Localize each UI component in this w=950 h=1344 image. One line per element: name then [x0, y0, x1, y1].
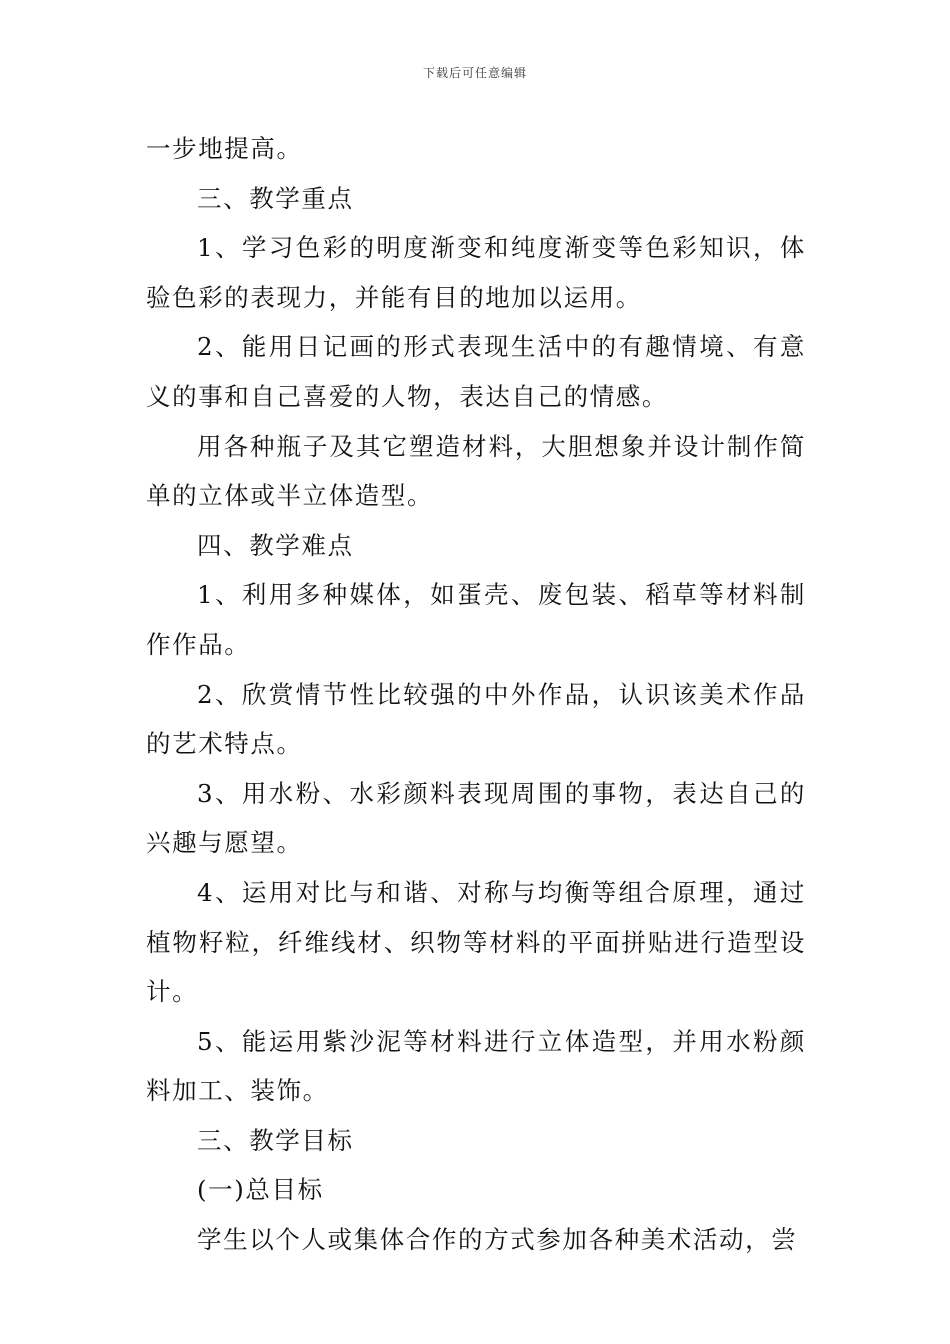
- paragraph: 1、学习色彩的明度渐变和纯度渐变等色彩知识，体验色彩的表现力，并能有目的地加以运用。: [146, 233, 806, 312]
- page-header: 下载后可任意编辑: [422, 66, 527, 80]
- paragraph: 用各种瓶子及其它塑造材料，大胆想象并设计制作简单的立体或半立体造型。: [146, 431, 806, 511]
- document-body: [146, 124, 806, 1265]
- section-heading: 三、教学目标: [197, 1125, 354, 1155]
- paragraph: 一步地提高。: [146, 134, 303, 163]
- paragraph: 1、利用多种媒体，如蛋壳、废包装、稻草等材料制作作品。: [146, 580, 806, 659]
- paragraph: 2、欣赏情节性比较强的中外作品，认识该美术作品的艺术特点。: [146, 679, 806, 759]
- section-heading: 四、教学难点: [197, 530, 354, 560]
- paragraph: 5、能运用紫沙泥等材料进行立体造型，并用水粉颜料加工、装饰。: [146, 1026, 806, 1106]
- paragraph: 学生以个人或集体合作的方式参加各种美术活动，尝: [197, 1225, 798, 1255]
- subsection-heading: (一)总目标: [197, 1175, 324, 1205]
- paragraph: 4、运用对比与和谐、对称与均衡等组合原理，通过植物籽粒，纤维线材、织物等材料的平面拼贴进行造型设计。: [146, 877, 806, 1007]
- paragraph: 2、能用日记画的形式表现生活中的有趣情境、有意义的事和自己喜爱的人物，表达自己的情感。: [146, 332, 806, 411]
- paragraph: 3、用水粉、水彩颜料表现周围的事物，表达自己的兴趣与愿望。: [146, 778, 806, 858]
- section-heading: 三、教学重点: [197, 183, 354, 213]
